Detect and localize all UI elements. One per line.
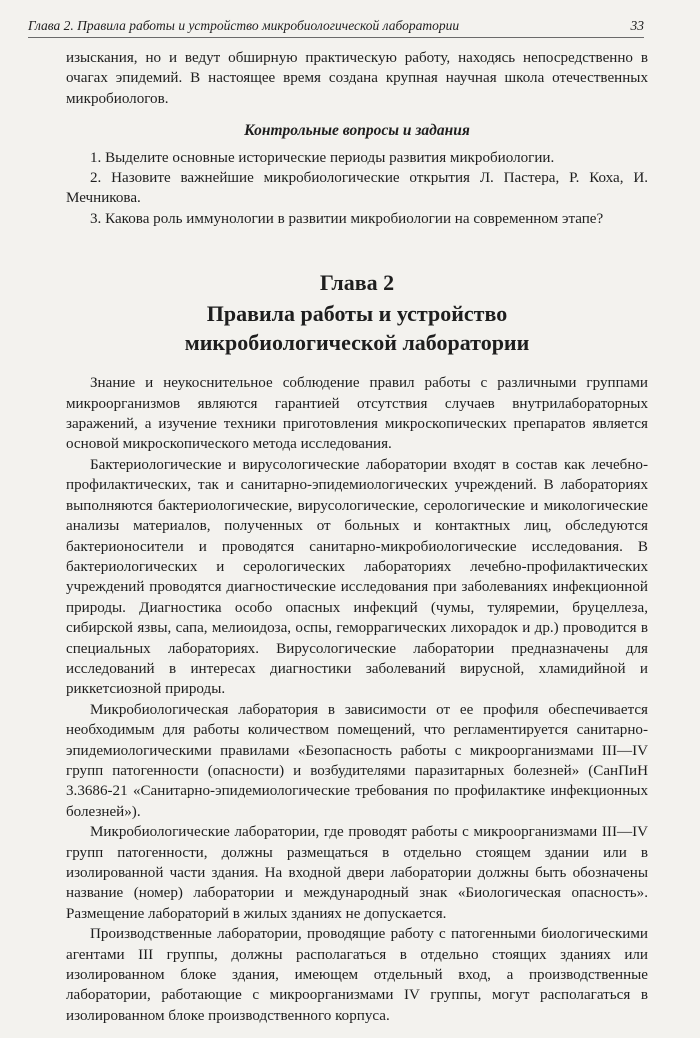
chapter-title-line: микробиологической лаборатории <box>184 330 530 356</box>
question-item: 3. Какова роль иммунологии в развитии микробиологии на современном этапе? <box>90 210 604 227</box>
questions-heading: Контрольные вопросы и задания <box>244 122 470 140</box>
body-paragraph: Бактериологические и вирусологические лаборатории входят в состав как лечебно-профилактических, так и санитарно-эпидемиологических учреждений. В лабораториях выполняются бактериологические, вирусологические, серологические и микологические анализы материалов, полученных от больных и контактных лиц, обследуются бактерионосители и проводятся санитарно-микробиологические исследования. В бактериологических и серологических лабораториях лечебно-профилактических учреждений проводятся диагностические исследования при заболеваниях инфекционной природы. Диагностика особо опасных инфекций (чумы, туляремии, бруцеллеза, сибирской язвы, сапа, мелиоидоза, оспы, геморрагических лихорадок и др.) проводится в специальных лабораториях. Вирусологические лаборатории предназначены для исследований в интересах диагностики заболеваний вирусной, хламидийной и риккетсиозной природы. <box>66 456 648 698</box>
chapter-number: Глава 2 <box>319 270 395 296</box>
chapter-title-line: Правила работы и устройство <box>206 301 508 327</box>
body-paragraph: Микробиологическая лаборатория в зависимости от ее профиля обеспечивается необходимым для работы количеством помещений, что регламентируется санитарно-эпидемиологическими правилами «Безопасность работы с микроорганизмами III—IV групп патогенности (опасности) и возбудителями паразитарных болезней» (СанПиН 3.3686-21 «Санитарно-эпидемиологические требования по профилактике инфекционных болезней»). <box>66 701 648 820</box>
body-paragraph: Микробиологические лаборатории, где проводят работы с микроорганизмами III—IV групп патогенности, должны размещаться в отдельно стоящем здании или в изолированной части здания. На входной двери лаборатории должны быть обозначены название (номер) лаборатории и международный знак «Биологическая опасность». Размещение лабораторий в жилых зданиях не допускается. <box>66 824 648 922</box>
chapter-title <box>66 299 648 357</box>
question-item: 2. Назовите важнейшие микробиологические открытия Л. Пастера, Р. Коха, И. Мечникова. <box>66 170 648 207</box>
body-paragraph: Знание и неукоснительное соблюдение правил работы с различными группами микроорганизмов являются гарантией отсутствия случаев внутрилабораторных заражений, а изучение техники приготовления микроскопических препаратов является основой микроскопического метода исследования. <box>66 375 648 453</box>
page-content <box>66 48 648 1026</box>
page-number: 33 <box>630 18 644 33</box>
question-item: 1. Выделите основные исторические периоды развития микробиологии. <box>90 149 555 166</box>
running-header <box>28 12 644 38</box>
running-title: Глава 2. Правила работы и устройство микробиологической лаборатории <box>28 18 460 33</box>
intro-paragraph: изыскания, но и ведут обширную практическую работу, находясь непосредственно в очагах эпидемий. В настоящее время создана крупная научная школа отечественных микробиологов. <box>66 50 648 107</box>
body-paragraph: Производственные лаборатории, проводящие работу с патогенными биологическими агентами III группы, должны располагаться в отдельно стоящих зданиях или изолированном блоке здания, имеющем отдельный вход, а производственные лаборатории, работающие с микроорганизмами IV группы, могут располагаться в изолированном блоке производственного корпуса. <box>66 926 648 1024</box>
